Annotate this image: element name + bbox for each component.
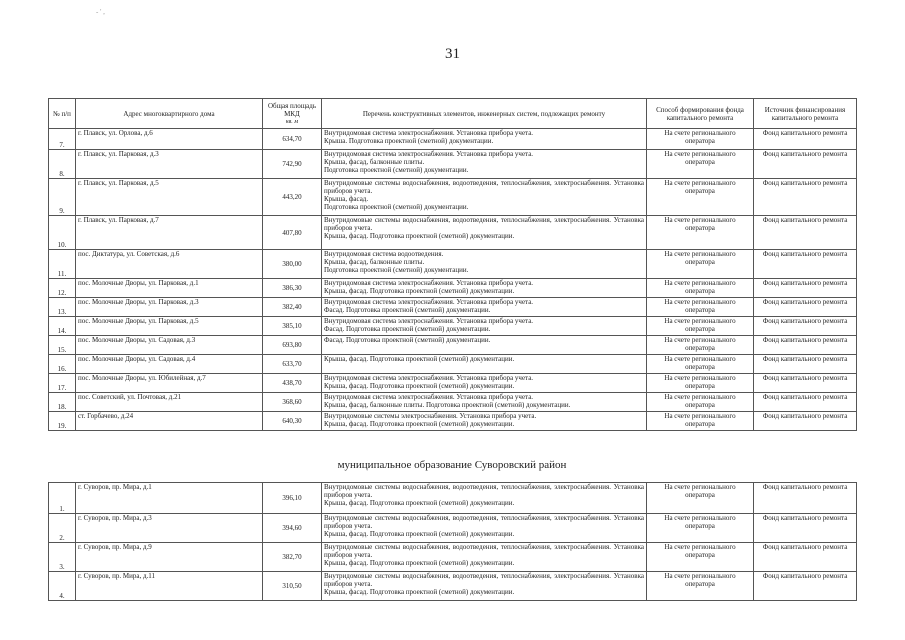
row-method: На счете регионального оператора (647, 279, 754, 298)
header-table (48, 98, 857, 129)
works-line: Крыша, фасад. (324, 195, 369, 203)
works-line: Крыша, фасад. Подготовка проектной (сметной) документации. (324, 559, 515, 567)
table-row (49, 216, 857, 250)
works-line: Внутридомовые системы водоснабжения, водоотведения, теплоснабжения, электроснабжения. Установка приборов учета. (324, 514, 644, 530)
row-number: 16. (49, 355, 76, 374)
works-line: Внутридомовая система электроснабжения. Установка прибора учета. (324, 374, 534, 382)
header-row (49, 99, 857, 129)
row-address: г. Суворов, пр. Мира, д.9 (76, 543, 263, 572)
row-area: 438,70 (263, 374, 322, 393)
works-line: Крыша, фасад. Подготовка проектной (сметной) документации. (324, 499, 515, 507)
row-source: Фонд капитального ремонта (754, 179, 857, 216)
row-works (322, 374, 647, 393)
row-address: пос. Советский, ул. Почтовая, д.21 (76, 393, 263, 412)
row-address: г. Суворов, пр. Мира, д.1 (76, 483, 263, 514)
page-number: 31 (445, 46, 460, 62)
row-address: г. Плавск, ул. Парковая, д.7 (76, 216, 263, 250)
header-method: Способ формирования фонда капитального ремонта (647, 99, 754, 129)
header-area-label: Общая площадь МКД (267, 101, 317, 118)
row-source: Фонд капитального ремонта (754, 374, 857, 393)
row-area: 310,50 (263, 572, 322, 601)
table-row (49, 250, 857, 279)
row-area: 742,90 (263, 150, 322, 179)
works-line: Внутридомовая система электроснабжения. Установка прибора учета. (324, 129, 534, 137)
row-works (322, 393, 647, 412)
row-address: пос. Молочные Дворы, ул. Садовая, д.3 (76, 336, 263, 355)
works-line: Крыша, фасад. Подготовка проектной (сметной) документации. (324, 355, 515, 363)
row-address: пос. Молочные Дворы, ул. Парковая, д.5 (76, 317, 263, 336)
header-source: Источник финансирования капитального ремонта (754, 99, 857, 129)
works-line: Внутридомовая система электроснабжения. Установка прибора учета. (324, 393, 534, 401)
row-source: Фонд капитального ремонта (754, 129, 857, 150)
row-address: пос. Молочные Дворы, ул. Юбилейная, д.7 (76, 374, 263, 393)
row-number: 10. (49, 216, 76, 250)
table-row (49, 393, 857, 412)
works-line: Внутридомовая система водоотведения. (324, 250, 444, 258)
row-area: 394,60 (263, 514, 322, 543)
table-row (49, 355, 857, 374)
works-line: Крыша, фасад. Подготовка проектной (сметной) документации. (324, 382, 515, 390)
row-source: Фонд капитального ремонта (754, 216, 857, 250)
table-row (49, 412, 857, 431)
row-number: 4. (49, 572, 76, 601)
row-number: 15. (49, 336, 76, 355)
works-line: Внутридомовые системы водоснабжения, водоотведения, теплоснабжения, электроснабжения. Установка приборов учета. (324, 179, 644, 195)
row-works (322, 543, 647, 572)
row-area: 368,60 (263, 393, 322, 412)
row-method: На счете регионального оператора (647, 298, 754, 317)
works-line: Внутридомовые системы водоснабжения, водоотведения, теплоснабжения, электроснабжения. Установка приборов учета. (324, 216, 644, 232)
row-source: Фонд капитального ремонта (754, 336, 857, 355)
row-method: На счете регионального оператора (647, 572, 754, 601)
works-line: Крыша, фасад. Подготовка проектной (сметной) документации. (324, 232, 515, 240)
works-line: Внутридомовые системы водоснабжения, водоотведения, теплоснабжения, электроснабжения. Установка приборов учета. (324, 543, 644, 559)
table-row (49, 336, 857, 355)
works-line: Фасад. Подготовка проектной (сметной) документации. (324, 325, 491, 333)
row-method: На счете регионального оператора (647, 216, 754, 250)
table-row (49, 298, 857, 317)
row-number: 1. (49, 483, 76, 514)
works-line: Внутридомовая система электроснабжения. Установка прибора учета. (324, 150, 534, 158)
table-row (49, 514, 857, 543)
row-number: 17. (49, 374, 76, 393)
table-row (49, 279, 857, 298)
row-method: На счете регионального оператора (647, 393, 754, 412)
row-address: г. Плавск, ул. Орлова, д.6 (76, 129, 263, 150)
row-source: Фонд капитального ремонта (754, 298, 857, 317)
row-source: Фонд капитального ремонта (754, 393, 857, 412)
works-line: Крыша, фасад. Подготовка проектной (сметной) документации. (324, 420, 515, 428)
header-area (263, 99, 322, 129)
row-address: г. Суворов, пр. Мира, д.11 (76, 572, 263, 601)
row-address: г. Суворов, пр. Мира, д.3 (76, 514, 263, 543)
row-source: Фонд капитального ремонта (754, 572, 857, 601)
row-number: 19. (49, 412, 76, 431)
works-line: Крыша. Подготовка проектной (сметной) документации. (324, 137, 494, 145)
row-area: 386,30 (263, 279, 322, 298)
row-works (322, 179, 647, 216)
row-area: 640,30 (263, 412, 322, 431)
works-line: Крыша, фасад, балконные плиты. (324, 158, 425, 166)
row-address: пос. Молочные Дворы, ул. Парковая, д.3 (76, 298, 263, 317)
works-line: Фасад. Подготовка проектной (сметной) документации. (324, 306, 491, 314)
houses-table-a (48, 128, 857, 431)
row-method: На счете регионального оператора (647, 374, 754, 393)
row-area: 380,00 (263, 250, 322, 279)
table-row (49, 129, 857, 150)
row-number: 2. (49, 514, 76, 543)
works-line: Крыша, фасад. Подготовка проектной (сметной) документации. (324, 588, 515, 596)
row-address: г. Плавск, ул. Парковая, д.5 (76, 179, 263, 216)
header-num: № п/п (49, 99, 76, 129)
works-line: Внутридомовая система электроснабжения. Установка прибора учета. (324, 298, 534, 306)
row-works (322, 317, 647, 336)
municipality-heading: муниципальное образование Суворовский район (337, 459, 567, 471)
works-line: Фасад. Подготовка проектной (сметной) документации. (324, 336, 491, 344)
header-area-units: кв. м (285, 118, 299, 125)
row-address: пос. Молочные Дворы, ул. Садовая, д.4 (76, 355, 263, 374)
works-line: Внутридомовые системы водоснабжения, водоотведения, теплоснабжения, электроснабжения. Установка приборов учета. (324, 483, 644, 499)
row-area: 443,20 (263, 179, 322, 216)
row-address: г. Плавск, ул. Парковая, д.3 (76, 150, 263, 179)
row-source: Фонд капитального ремонта (754, 483, 857, 514)
row-source: Фонд капитального ремонта (754, 317, 857, 336)
row-works (322, 150, 647, 179)
row-area: 385,10 (263, 317, 322, 336)
row-address: пос. Диктатура, ул. Советская, д.6 (76, 250, 263, 279)
header-address: Адрес многоквартирного дома (76, 99, 263, 129)
row-area: 693,80 (263, 336, 322, 355)
row-works (322, 129, 647, 150)
works-line: Крыша, фасад, балконные плиты. (324, 258, 425, 266)
works-line: Внутридомовая система электроснабжения. Установка прибора учета. (324, 317, 534, 325)
row-works (322, 412, 647, 431)
row-works (322, 355, 647, 374)
row-method: На счете регионального оператора (647, 355, 754, 374)
row-works (322, 279, 647, 298)
row-method: На счете регионального оператора (647, 150, 754, 179)
works-line: Крыша, фасад, балконные плиты. Подготовка проектной (сметной) документации. (324, 401, 571, 409)
table-row (49, 150, 857, 179)
row-address: ст. Горбачево, д.24 (76, 412, 263, 431)
row-source: Фонд капитального ремонта (754, 355, 857, 374)
row-source: Фонд капитального ремонта (754, 279, 857, 298)
row-method: На счете регионального оператора (647, 317, 754, 336)
row-area: 396,10 (263, 483, 322, 514)
row-works (322, 250, 647, 279)
table-row (49, 179, 857, 216)
row-source: Фонд капитального ремонта (754, 150, 857, 179)
row-number: 11. (49, 250, 76, 279)
row-method: На счете регионального оператора (647, 129, 754, 150)
table-row (49, 483, 857, 514)
works-line: Крыша, фасад. Подготовка проектной (сметной) документации. (324, 530, 515, 538)
houses-table-b (48, 482, 857, 601)
row-number: 8. (49, 150, 76, 179)
row-method: На счете регионального оператора (647, 514, 754, 543)
row-method: На счете регионального оператора (647, 250, 754, 279)
table-row (49, 572, 857, 601)
row-source: Фонд капитального ремонта (754, 250, 857, 279)
row-works (322, 336, 647, 355)
table-row (49, 374, 857, 393)
row-area: 382,70 (263, 543, 322, 572)
table-row (49, 543, 857, 572)
row-method: На счете регионального оператора (647, 336, 754, 355)
works-line: Подготовка проектной (сметной) документации. (324, 266, 469, 274)
row-area: 407,80 (263, 216, 322, 250)
works-line: Крыша, фасад. Подготовка проектной (сметной) документации. (324, 287, 515, 295)
row-works (322, 298, 647, 317)
row-works (322, 483, 647, 514)
row-works (322, 572, 647, 601)
row-method: На счете регионального оператора (647, 412, 754, 431)
row-area: 382,40 (263, 298, 322, 317)
row-number: 18. (49, 393, 76, 412)
row-source: Фонд капитального ремонта (754, 543, 857, 572)
row-address: пос. Молочные Дворы, ул. Парковая, д.1 (76, 279, 263, 298)
row-number: 9. (49, 179, 76, 216)
row-number: 14. (49, 317, 76, 336)
works-line: Подготовка проектной (сметной) документации. (324, 166, 469, 174)
row-source: Фонд капитального ремонта (754, 514, 857, 543)
works-line: Внутридомовая система электроснабжения. Установка прибора учета. (324, 279, 534, 287)
row-number: 13. (49, 298, 76, 317)
corner-marks: - ' , (96, 8, 105, 16)
works-line: Внутридомовые системы электроснабжения. Установка прибора учета. (324, 412, 537, 420)
row-method: На счете регионального оператора (647, 483, 754, 514)
header-works: Перечень конструктивных элементов, инженерных систем, подлежащих ремонту (322, 99, 647, 129)
row-method: На счете регионального оператора (647, 179, 754, 216)
works-line: Внутридомовые системы водоснабжения, водоотведения, теплоснабжения, электроснабжения. Установка приборов учета. (324, 572, 644, 588)
row-works (322, 216, 647, 250)
row-works (322, 514, 647, 543)
row-number: 3. (49, 543, 76, 572)
row-source: Фонд капитального ремонта (754, 412, 857, 431)
table-row (49, 317, 857, 336)
row-area: 633,70 (263, 355, 322, 374)
row-method: На счете регионального оператора (647, 543, 754, 572)
row-area: 634,70 (263, 129, 322, 150)
row-number: 12. (49, 279, 76, 298)
row-number: 7. (49, 129, 76, 150)
works-line: Подготовка проектной (сметной) документации. (324, 203, 469, 211)
